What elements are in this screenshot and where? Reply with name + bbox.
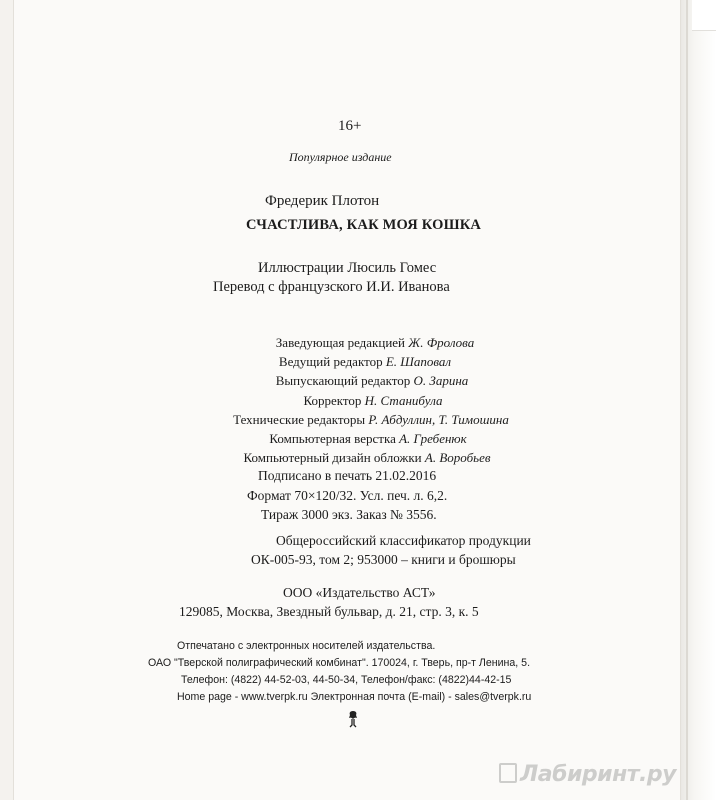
book-title: СЧАСТЛИВА, КАК МОЯ КОШКА bbox=[246, 217, 482, 233]
credit-person: Р. Абдуллин, Т. Тимошина bbox=[368, 411, 509, 427]
credit-person: А. Гребенюк bbox=[399, 431, 467, 447]
age-rating: 16+ bbox=[338, 118, 362, 134]
printer-line-3: Телефон: (4822) 44-52-03, 44-50-34, Телефон/факс: (4822)44-42-15 bbox=[181, 674, 512, 686]
classifier-line-1: Общероссийский классификатор продукции bbox=[276, 533, 531, 548]
watermark bbox=[499, 762, 676, 787]
credit-role: Компьютерный дизайн обложки bbox=[243, 450, 422, 466]
credit-person: Ж. Фролова bbox=[408, 335, 475, 350]
credit-person: Н. Станибула bbox=[364, 392, 443, 408]
credit-role: Выпускающий редактор bbox=[275, 373, 411, 389]
credit-role: Корректор bbox=[303, 392, 362, 408]
watermark-text: Лабиринт.ру bbox=[520, 762, 676, 787]
credit-line bbox=[0, 333, 716, 352]
printer-logo-icon bbox=[346, 710, 360, 728]
printer-line-1: Отпечатано с электронных носителей издательства. bbox=[177, 640, 436, 652]
credit-person: Е. Шаповал bbox=[385, 354, 452, 370]
credit-role: Заведующая редакцией bbox=[275, 335, 406, 350]
illustrator-line: Иллюстрации Люсиль Гомес bbox=[258, 260, 437, 276]
author-name: Фредерик Плотон bbox=[265, 193, 380, 209]
credit-role: Компьютерная верстка bbox=[269, 431, 396, 447]
credit-line bbox=[0, 448, 716, 467]
print-signed: Подписано в печать 21.02.2016 bbox=[258, 468, 437, 483]
publisher-name: ООО «Издательство АСТ» bbox=[283, 585, 436, 600]
credit-line bbox=[0, 429, 716, 448]
credit-line bbox=[0, 391, 716, 410]
translator-line: Перевод с французского И.И. Иванова bbox=[213, 279, 450, 295]
publisher-address: 129085, Москва, Звездный бульвар, д. 21, стр. 3, к. 5 bbox=[179, 604, 479, 619]
watermark-logo-icon bbox=[499, 763, 517, 783]
credit-line bbox=[0, 410, 716, 429]
credit-line bbox=[0, 371, 716, 390]
credit-role: Ведущий редактор bbox=[278, 354, 383, 370]
credit-person: О. Зарина bbox=[413, 373, 469, 389]
credit-role: Технические редакторы bbox=[233, 411, 366, 427]
credit-line bbox=[0, 352, 716, 371]
printer-line-2: ОАО "Тверской полиграфический комбинат". 170024, г. Тверь, пр-т Ленина, 5. bbox=[148, 657, 531, 669]
credit-person: А. Воробьев bbox=[424, 450, 491, 466]
print-info bbox=[0, 466, 716, 525]
print-format: Формат 70×120/32. Усл. печ. л. 6,2. bbox=[247, 487, 448, 503]
print-run: Тираж 3000 экз. Заказ № 3556. bbox=[261, 507, 437, 522]
series-note: Популярное издание bbox=[289, 150, 392, 164]
credits-list bbox=[0, 333, 716, 467]
printer-line-4: Home page - www.tverpk.ru Электронная почта (E-mail) - sales@tverpk.ru bbox=[177, 691, 532, 703]
classifier-line-2: ОК-005-93, том 2; 953000 – книги и брошюры bbox=[251, 552, 516, 567]
